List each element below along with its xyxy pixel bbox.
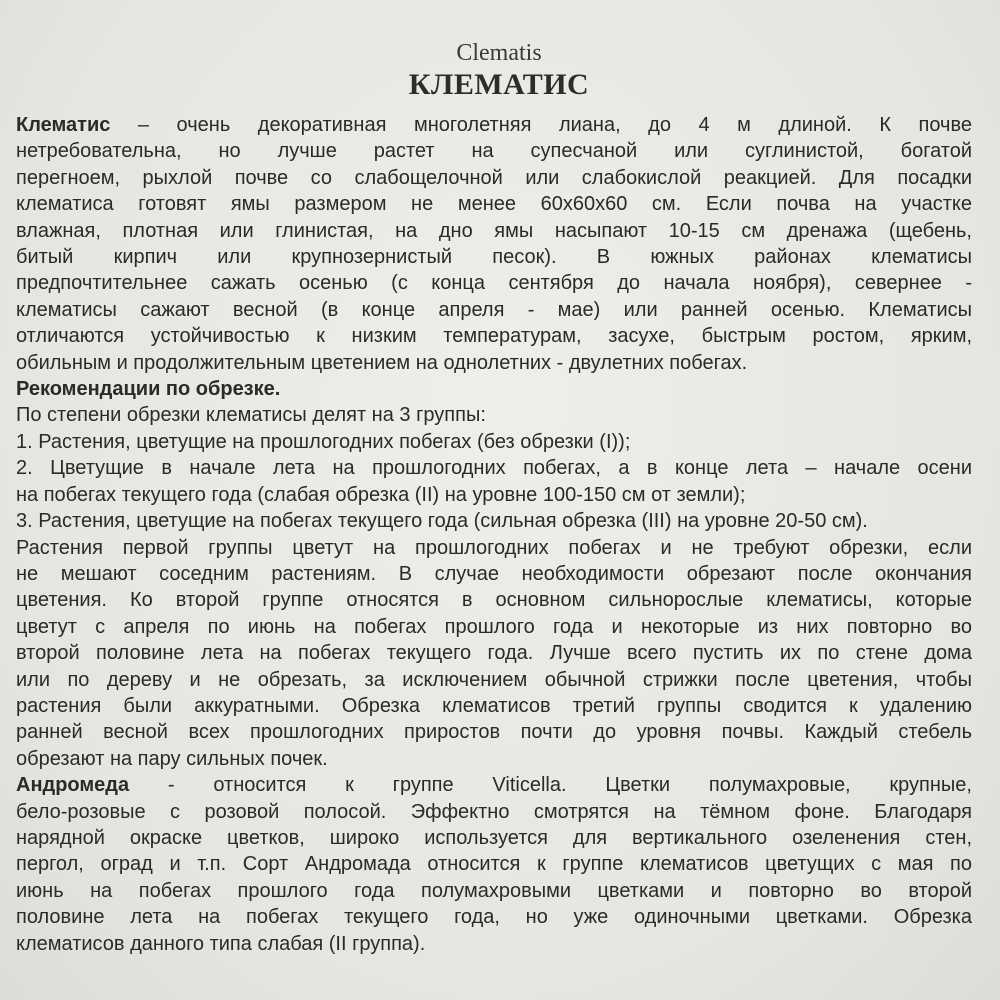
text-line: клематисы сажают весной (в конце апреля - мае) или ранней осенью. Клематисы xyxy=(16,298,972,321)
text-line: Клематис – очень декоративная многолетняя лиана, до 4 м длиной. К почве xyxy=(16,114,972,136)
text-line: Андромеда - относится к группе Viticella. Цветки полумахровые, крупные, xyxy=(16,774,972,797)
text-line: второй половине лета на побегах текущего года. Лучше всего пустить их по стене дома xyxy=(16,642,972,665)
pruning-section xyxy=(16,376,972,772)
text-line: не мешают соседним растениям. В случае необходимости обрезают после окончания xyxy=(16,562,972,585)
text-line: июнь на побегах прошлого года полумахровыми цветками и повторно во второй xyxy=(16,879,972,902)
text-line: цветения. Ко второй группе относятся в основном сильнорослые клематисы, которые xyxy=(16,589,972,612)
text-line: 3. Растения, цветущие на побегах текущего года (сильная обрезка (III) на уровне 20-50 см). xyxy=(16,510,868,533)
text-line: Растения первой группы цветут на прошлогодних побегах и не требуют обрезки, если xyxy=(16,536,972,559)
text-line: половине лета на побегах текущего года, но уже одиночными цветками. Обрезка xyxy=(16,906,972,929)
text-line: обильным и продолжительным цветением на однолетних - двулетних побегах. xyxy=(16,351,748,374)
product-label xyxy=(16,38,972,957)
variety-lead: Андромеда xyxy=(16,774,130,797)
text-line: 2. Цветущие в начале лета на прошлогодних побегах, а в конце лета – начале осени xyxy=(16,457,972,480)
page-title: КЛЕМАТИС xyxy=(408,68,590,101)
text-line: перегноем, рыхлой почве со слабощелочной или слабокислой реакцией. Для посадки xyxy=(16,166,972,189)
text-line: предпочтительнее сажать осенью (с конца сентября до начала ноября), севернее - xyxy=(16,272,972,295)
text-line: ранней весной всех прошлогодних приростов почти до уровня почвы. Каждый стебель xyxy=(16,721,972,744)
text-line: цветут с апреля по июнь на побегах прошлого года и некоторые из них повторно во xyxy=(16,615,972,638)
text-line: По степени обрезки клематисы делят на 3 группы: xyxy=(16,404,486,427)
text-line: растения были аккуратными. Обрезка клематисов третий группы сводится к удалению xyxy=(16,694,972,717)
text-line: или по дереву и не обрезать, за исключением обычной стрижки после цветения, чтобы xyxy=(16,668,972,691)
text-line: пергол, оград и т.п. Сорт Андромада относится к группе клематисов цветущих с мая по xyxy=(16,853,972,876)
text-line: отличаются устойчивостью к низким температурам, засухе, быстрым ростом, ярким, xyxy=(16,325,972,348)
latin-name: Clematis xyxy=(456,40,542,66)
intro-paragraph xyxy=(16,112,972,376)
text-line: обрезают на пару сильных почек. xyxy=(16,747,328,770)
text-line: бело-розовые с розовой полосой. Эффектно смотрятся на тёмном фоне. Благодаря xyxy=(16,800,972,823)
variety-paragraph xyxy=(16,772,972,957)
text-line: 1. Растения, цветущие на прошлогодних побегах (без обрезки (I)); xyxy=(16,430,631,453)
text-line: нарядной окраске цветков, широко используется для вертикального озеленения стен, xyxy=(16,826,972,849)
intro-lead: Клематис xyxy=(16,114,111,136)
text-line: битый кирпич или крупнозернистый песок). В южных районах клематисы xyxy=(16,246,972,269)
text-line: нетребовательна, но лучше растет на супесчаной или суглинистой, богатой xyxy=(16,140,972,163)
text-line: клематиса готовят ямы размером не менее 60х60х60 см. Если почва на участке xyxy=(16,193,972,216)
section-heading: Рекомендации по обрезке. xyxy=(16,378,281,401)
text-line: на побегах текущего года (слабая обрезка (II) на уровне 100-150 см от земли); xyxy=(16,483,746,506)
text-line: клематисов данного типа слабая (II группа). xyxy=(16,932,426,955)
text-line: влажная, плотная или глинистая, на дно ямы насыпают 10-15 см дренажа (щебень, xyxy=(16,219,972,242)
